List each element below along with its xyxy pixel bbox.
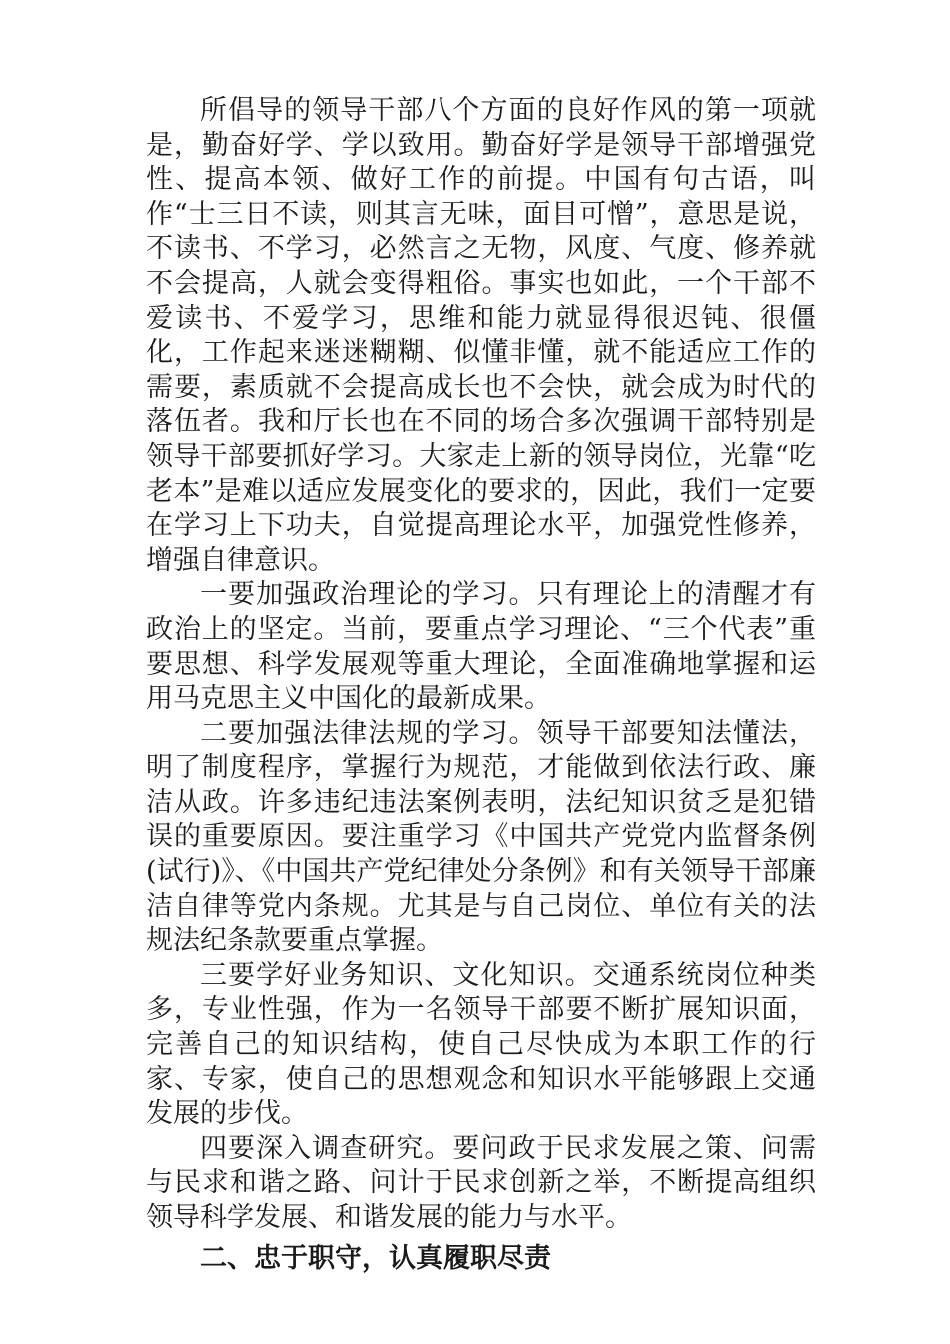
- paragraph-research: 四要深入调查研究。要问政于民求发展之策、问需与民求和谐之路、问计于民求创新之举，不断提高组织领导科学发展、和谐发展的能力与水平。: [146, 1132, 816, 1233]
- paragraph-professional-knowledge: 三要学好业务知识、文化知识。交通系统岗位种类多，专业性强，作为一名领导干部要不断扩展知识面，完善自己的知识结构，使自己尽快成为本职工作的行家、专家，使自己的思想观念和知识水平能够跟上交通发展的步伐。: [146, 959, 816, 1130]
- section-heading: 二、忠于职守，认真履职尽责: [200, 1242, 551, 1274]
- paragraph-study-diligently: 所倡导的领导干部八个方面的良好作风的第一项就是，勤奋好学、学以致用。勤奋好学是领导干部增强党性、提高本领、做好工作的前提。中国有句古语，叫作“士三日不读，则其言无味，面目可憎”，意思是说，不读书、不学习，必然言之无物，风度、气度、修养就不会提高，人就会变得粗俗。事实也如此，一个干部不爱读书、不爱学习，思维和能力就显得很迟钝、很僵化，工作起来迷迷糊糊、似懂非懂，就不能适应工作的需要，素质就不会提高成长也不会快，就会成为时代的落伍者。我和厅长也在不同的场合多次强调干部特别是领导干部要抓好学习。大家走上新的领导岗位，光靠“吃老本”是难以适应发展变化的要求的，因此，我们一定要在学习上下功夫，自觉提高理论水平，加强党性修养，增强自律意识。: [146, 95, 816, 576]
- paragraph-political-theory: 一要加强政治理论的学习。只有理论上的清醒才有政治上的坚定。当前，要重点学习理论、“三个代表”重要思想、科学发展观等重大理论，全面准确地掌握和运用马克思主义中国化的最新成果。: [146, 579, 816, 715]
- paragraph-laws-regulations: 二要加强法律法规的学习。领导干部要知法懂法，明了制度程序，掌握行为规范，才能做到依法行政、廉洁从政。许多违纪违法案例表明，法纪知识贫乏是犯错误的重要原因。要注重学习《中国共产党党内监督条例(试行)》、《中国共产党纪律处分条例》和有关领导干部廉洁自律等党内条规。尤其是与自己岗位、单位有关的法规法纪条款要重点掌握。: [146, 717, 816, 957]
- document-body: [146, 94, 816, 1280]
